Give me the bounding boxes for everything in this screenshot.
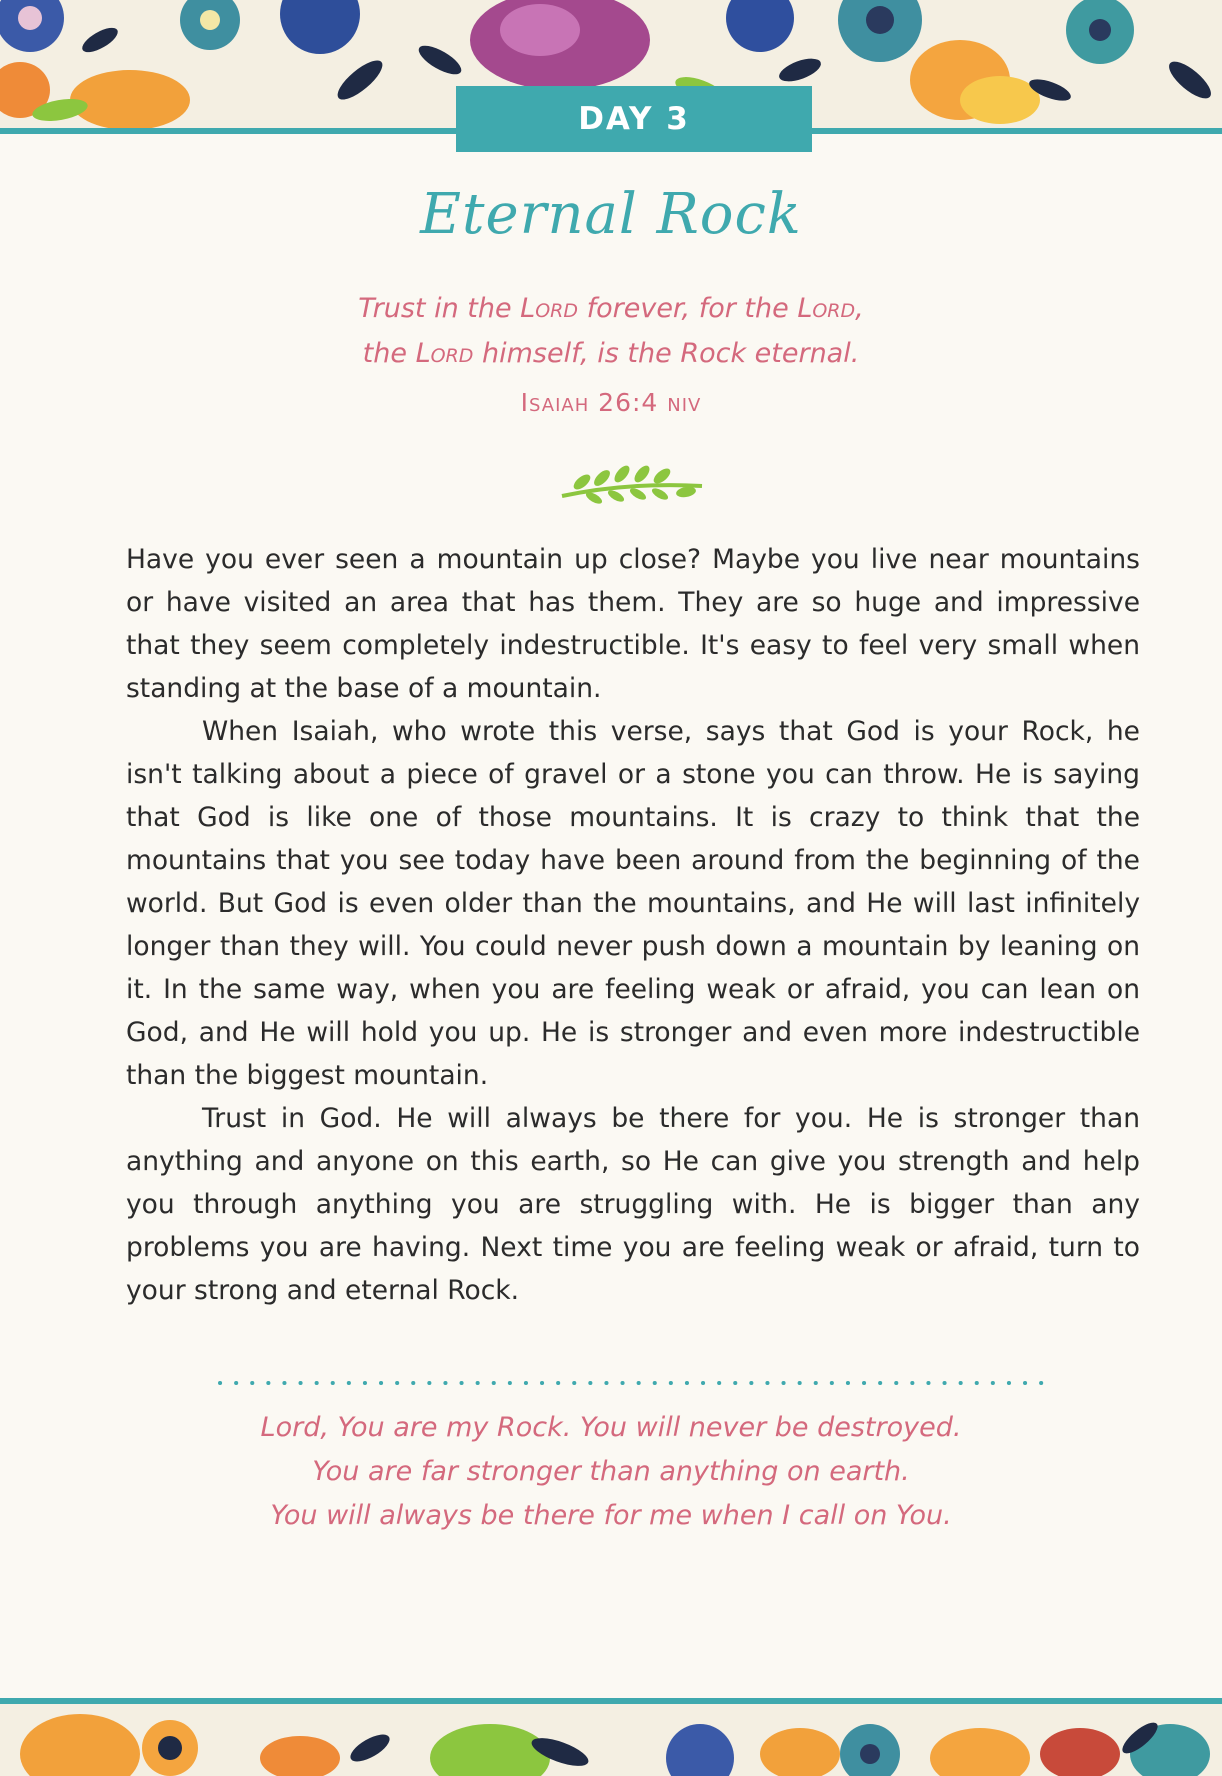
verse-line-1: Trust in the Lord forever, for the Lord, xyxy=(358,293,864,324)
devotional-body xyxy=(126,538,1140,1312)
verse-reference: Isaiah 26:4 niv xyxy=(520,388,702,417)
verse-line-2: the Lord himself, is the Rock eternal. xyxy=(362,338,860,369)
closing-prayer xyxy=(150,1406,1072,1538)
body-paragraph-1: Have you ever seen a mountain up close? Maybe you live near mountains or have visited an area that has them. They are so huge and impressive that they seem completely indestructible. It's easy to feel very small when standing at the base of a mountain. xyxy=(126,544,1140,704)
prayer-line: You will always be there for me when I call on You. xyxy=(270,1500,952,1531)
page-title: Eternal Rock xyxy=(420,182,802,247)
day-badge: DAY 3 xyxy=(456,86,812,152)
bottom-divider-line xyxy=(0,1698,1222,1704)
prayer-line: Lord, You are my Rock. You will never be destroyed. xyxy=(260,1412,962,1443)
scripture-verse xyxy=(200,286,1022,376)
body-paragraph-3: Trust in God. He will always be there for you. He is stronger than anything and anyone on this earth, so He can give you strength and help you through anything you are struggling with. He is bigger than any problems you are having. Next time you are feeling weak or afraid, turn to your strong and eternal Rock. xyxy=(126,1103,1140,1306)
prayer-line: You are far stronger than anything on earth. xyxy=(312,1456,910,1487)
dotted-divider xyxy=(218,1372,1048,1380)
body-paragraph-2: When Isaiah, who wrote this verse, says that God is your Rock, he isn't talking about a piece of gravel or a stone you can throw. He is saying that God is like one of those mountains. It is crazy to think that the mountains that you see today have been around from the beginning of the world. But God is even older than the mountains, and He will last infinitely longer than they will. You could never push down a mountain by leaning on it. In the same way, when you are feeling weak or afraid, you can lean on God, and He will hold you up. He is stronger and even more indestructible than the biggest mountain. xyxy=(126,716,1140,1091)
floral-border-bottom xyxy=(0,1698,1222,1776)
leaf-sprig-icon xyxy=(558,452,706,508)
